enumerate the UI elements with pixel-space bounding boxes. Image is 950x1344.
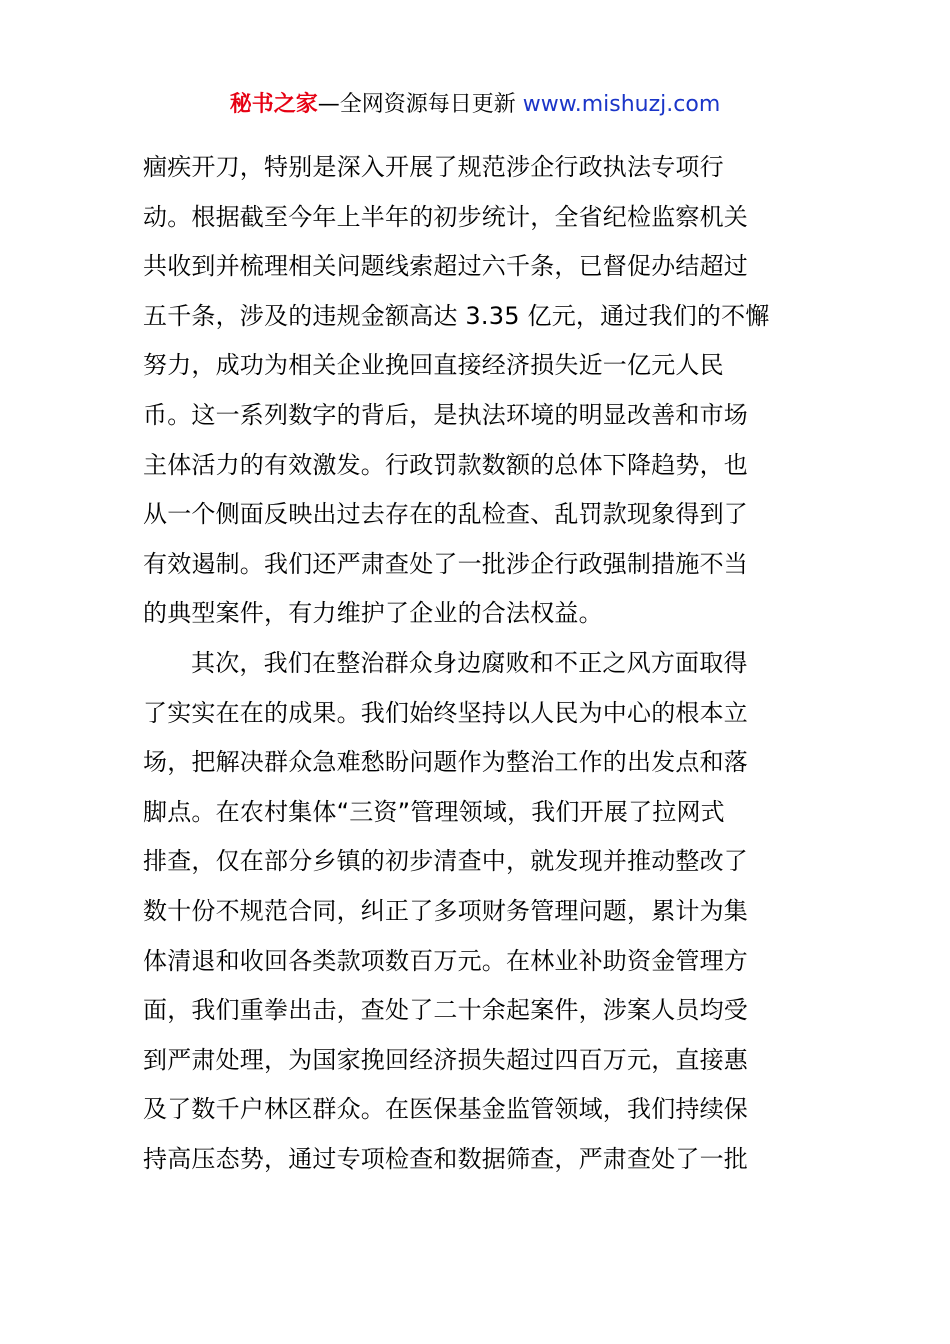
text-line-first: 其次，我们在整治群众身边腐败和不正之风方面取得: [191, 648, 748, 677]
text-line: 币。这一系列数字的背后，是执法环境的明显改善和市场: [143, 400, 748, 429]
text-line: 排查，仅在部分乡镇的初步清查中，就发现并推动整改了: [143, 847, 748, 876]
website-link[interactable]: www.mishuzj.com: [522, 92, 721, 117]
text-line: 有效遏制。我们还严肃查处了一批涉企行政强制措施不当: [143, 549, 748, 578]
text-line: 了实实在在的成果。我们始终坚持以人民为中心的根本立: [143, 698, 748, 727]
text-line: 动。根据截至今年上半年的初步统计，全省纪检监察机关: [143, 202, 748, 231]
text-line: 及了数千户林区群众。在医保基金监管领域，我们持续保: [143, 1095, 748, 1124]
text-line: 到严肃处理，为国家挽回经济损失超过四百万元，直接惠: [143, 1045, 748, 1074]
brand-name: 秘书之家: [229, 92, 318, 117]
text-line: 面，我们重拳出击，查处了二十余起案件，涉案人员均受: [143, 996, 748, 1025]
text-line: 持高压态势，通过专项检查和数据筛查，严肃查处了一批: [143, 1144, 748, 1173]
text-line: 痼疾开刀，特别是深入开展了规范涉企行政执法专项行: [143, 153, 724, 181]
header-tagline: —全网资源每日更新: [317, 92, 516, 117]
text-line: 体清退和收回各类款项数百万元。在林业补助资金管理方: [143, 946, 748, 975]
page-header: [0, 88, 950, 122]
text-line: 的典型案件，有力维护了企业的合法权益。: [143, 599, 603, 628]
text-line: 五千条，涉及的违规金额高达 3.35 亿元，通过我们的不懈: [143, 301, 770, 330]
text-line: 共收到并梳理相关问题线索超过六千条，已督促办结超过: [143, 252, 748, 281]
text-line: 数十份不规范合同，纠正了多项财务管理问题，累计为集: [143, 896, 748, 925]
text-line: 主体活力的有效激发。行政罚款数额的总体下降趋势，也: [143, 450, 748, 479]
document-body: [143, 143, 807, 1184]
text-line: 脚点。在农村集体“三资”管理领域，我们开展了拉网式: [143, 797, 725, 826]
text-line: 努力，成功为相关企业挽回直接经济损失近一亿元人民: [143, 351, 724, 380]
paragraph-1: [143, 143, 807, 639]
text-line: 从一个侧面反映出过去存在的乱检查、乱罚款现象得到了: [143, 500, 748, 529]
text-line: 场，把解决群众急难愁盼问题作为整治工作的出发点和落: [143, 748, 748, 777]
paragraph-2: [143, 639, 807, 1185]
